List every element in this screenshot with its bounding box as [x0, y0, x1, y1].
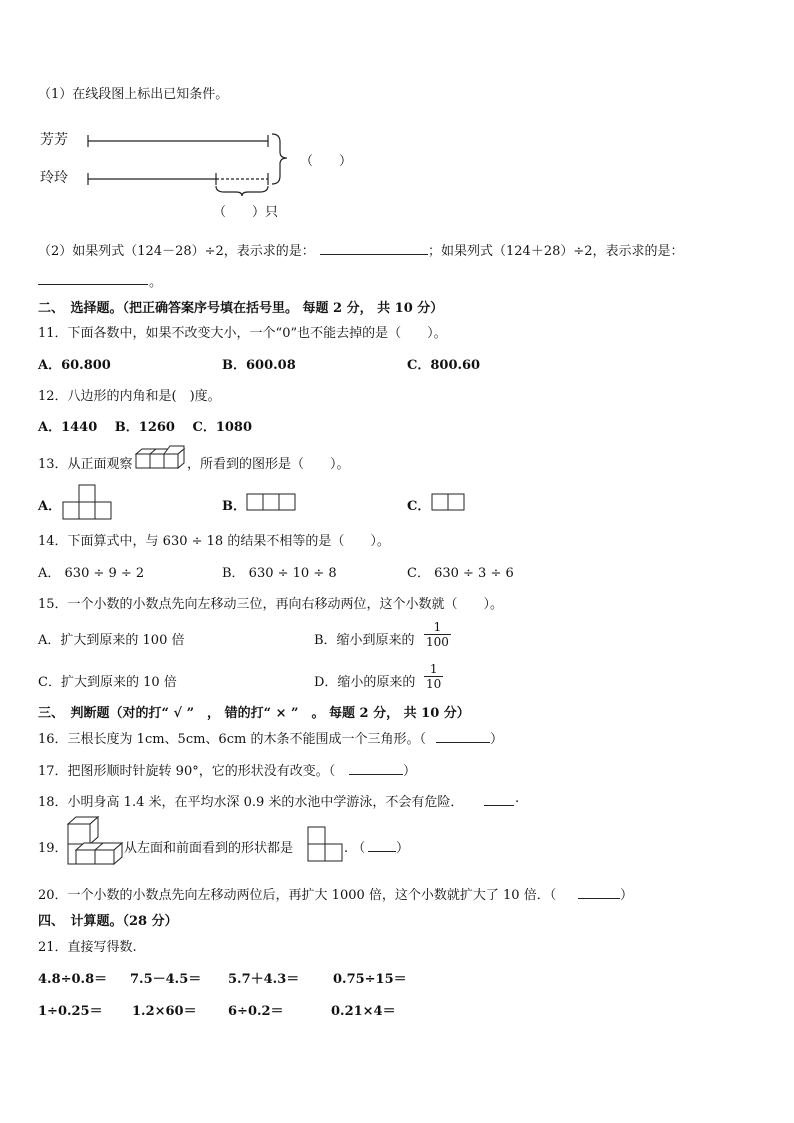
question-part-2-mid: ；如果列式（124＋28）÷2，表示求的是： [428, 244, 684, 259]
label-lingling: 玲玲 [40, 170, 68, 186]
calc-item[interactable]: 6÷0.2＝ [228, 1004, 284, 1019]
q15-fraction-b [424, 620, 451, 649]
q11-option-b[interactable]: B．600.08 [222, 358, 296, 373]
q15-option-d[interactable]: D．缩小的原来的 [314, 675, 416, 690]
q13-stem-a: 13．从正面观察 [38, 457, 133, 472]
q19-text: 从左面和前面看到的形状都是 [124, 841, 294, 856]
q15-option-b[interactable]: B．缩小到原来的 [314, 633, 415, 648]
q18-answer-blank[interactable] [484, 805, 514, 806]
section-4-heading: 四、 计算题。（28 分） [38, 914, 178, 929]
q19-number: 19． [38, 841, 68, 856]
q15-option-a[interactable]: A．扩大到原来的 100 倍 [38, 633, 185, 648]
calc-item[interactable]: 4.8÷0.8＝ [38, 972, 108, 987]
q14-option-a[interactable]: A． 630 ÷ 9 ÷ 2 [38, 566, 145, 581]
calc-item[interactable]: 1÷0.25＝ [38, 1004, 103, 1019]
q17-answer-blank[interactable] [349, 774, 403, 775]
q17-close-paren: ） [403, 764, 417, 779]
q13-option-c-figure [431, 493, 467, 511]
calc-item[interactable]: 7.5－4.5＝ [130, 972, 202, 987]
q19-cube-figure [64, 816, 124, 866]
question-part-2-end: 。 [149, 275, 163, 290]
cube-stack-figure [134, 446, 186, 472]
q19-answer-shape [307, 826, 345, 862]
q15-stem: 15．一个小数的小数点先向左移动三位，再向右移动两位，这个小数就（ ）。 [38, 597, 504, 612]
q13-option-a-label[interactable]: A． [38, 499, 62, 514]
q15-fraction-b-numerator: 1 [433, 620, 442, 634]
calc-item[interactable]: 0.75÷15＝ [333, 972, 407, 987]
q20-close-paren: ） [620, 888, 634, 903]
q17-text: 17．把图形顺时针旋转 90°，它的形状没有改变。（ [38, 764, 336, 779]
q16-text: 16．三根长度为 1cm、5cm、6cm 的木条不能围成一个三角形。（ [38, 732, 426, 747]
q11-option-c[interactable]: C．800.60 [407, 358, 481, 373]
q13-option-b-figure [246, 493, 298, 511]
q14-option-b[interactable]: B． 630 ÷ 10 ÷ 8 [222, 566, 337, 581]
q18-period: . [515, 791, 520, 806]
q20-text: 20．一个小数的小数点先向左移动两位后，再扩大 1000 倍，这个小数就扩大了 10 倍．（ [38, 888, 557, 903]
q13-option-c-label[interactable]: C． [407, 499, 431, 514]
q18-text: 18．小明身高 1.4 米，在平均水深 0.9 米的水池中学游泳，不会有危险． [38, 795, 464, 810]
q15-option-c[interactable]: C．扩大到原来的 10 倍 [38, 675, 177, 690]
question-part-1: （1）在线段图上标出已知条件。 [38, 87, 229, 102]
q14-stem: 14．下面算式中，与 630 ÷ 18 的结果不相等的是（ ）。 [38, 534, 390, 549]
q21-stem: 21．直接写得数. [38, 940, 137, 955]
q19-answer-blank[interactable] [368, 851, 396, 852]
q15-fraction-d-numerator: 1 [429, 662, 438, 676]
brace-below-blank: （ ）只 [213, 205, 279, 220]
q19-close-paren: ） [396, 841, 410, 856]
q19-tail: . （ [344, 841, 366, 856]
calc-item[interactable]: 0.21×4＝ [331, 1004, 396, 1019]
calc-item[interactable]: 5.7＋4.3＝ [228, 972, 300, 987]
q16-close-paren: ） [490, 732, 504, 747]
q12-stem: 12．八边形的内角和是( )度。 [38, 389, 221, 404]
q15-fraction-d-denominator: 10 [426, 677, 442, 691]
brace-right-blank: （ ） [300, 154, 353, 169]
q15-fraction-b-denominator: 100 [426, 635, 449, 649]
q12-options[interactable]: A．1440 B．1260 C．1080 [38, 420, 253, 435]
q14-option-c[interactable]: C． 630 ÷ 3 ÷ 6 [407, 566, 514, 581]
q11-stem: 11．下面各数中，如果不改变大小，一个“0”也不能去掉的是（ ）。 [38, 326, 447, 341]
section-3-heading: 三、 判断题（对的打“ √ ” ， 错的打“ × ” 。 每题 2 分， 共 10 分） [38, 706, 470, 721]
question-part-2-lead: （2）如果列式（124－28）÷2，表示求的是： [38, 244, 315, 259]
q13-option-b-label[interactable]: B． [222, 499, 246, 514]
q16-answer-blank[interactable] [436, 742, 490, 743]
calc-item[interactable]: 1.2×60＝ [132, 1004, 197, 1019]
label-fangfang: 芳芳 [40, 132, 68, 148]
q13-option-a-figure [62, 484, 114, 520]
section-2-heading: 二、 选择题。（把正确答案序号填在括号里。 每题 2 分， 共 10 分） [38, 301, 444, 316]
answer-blank-1[interactable] [320, 254, 428, 255]
q13-stem-b: ，所看到的图形是（ ）。 [187, 457, 350, 472]
answer-blank-2[interactable] [38, 284, 148, 285]
q11-option-a[interactable]: A．60.800 [38, 358, 111, 373]
q15-fraction-d [424, 662, 443, 691]
q20-answer-blank[interactable] [578, 898, 620, 899]
